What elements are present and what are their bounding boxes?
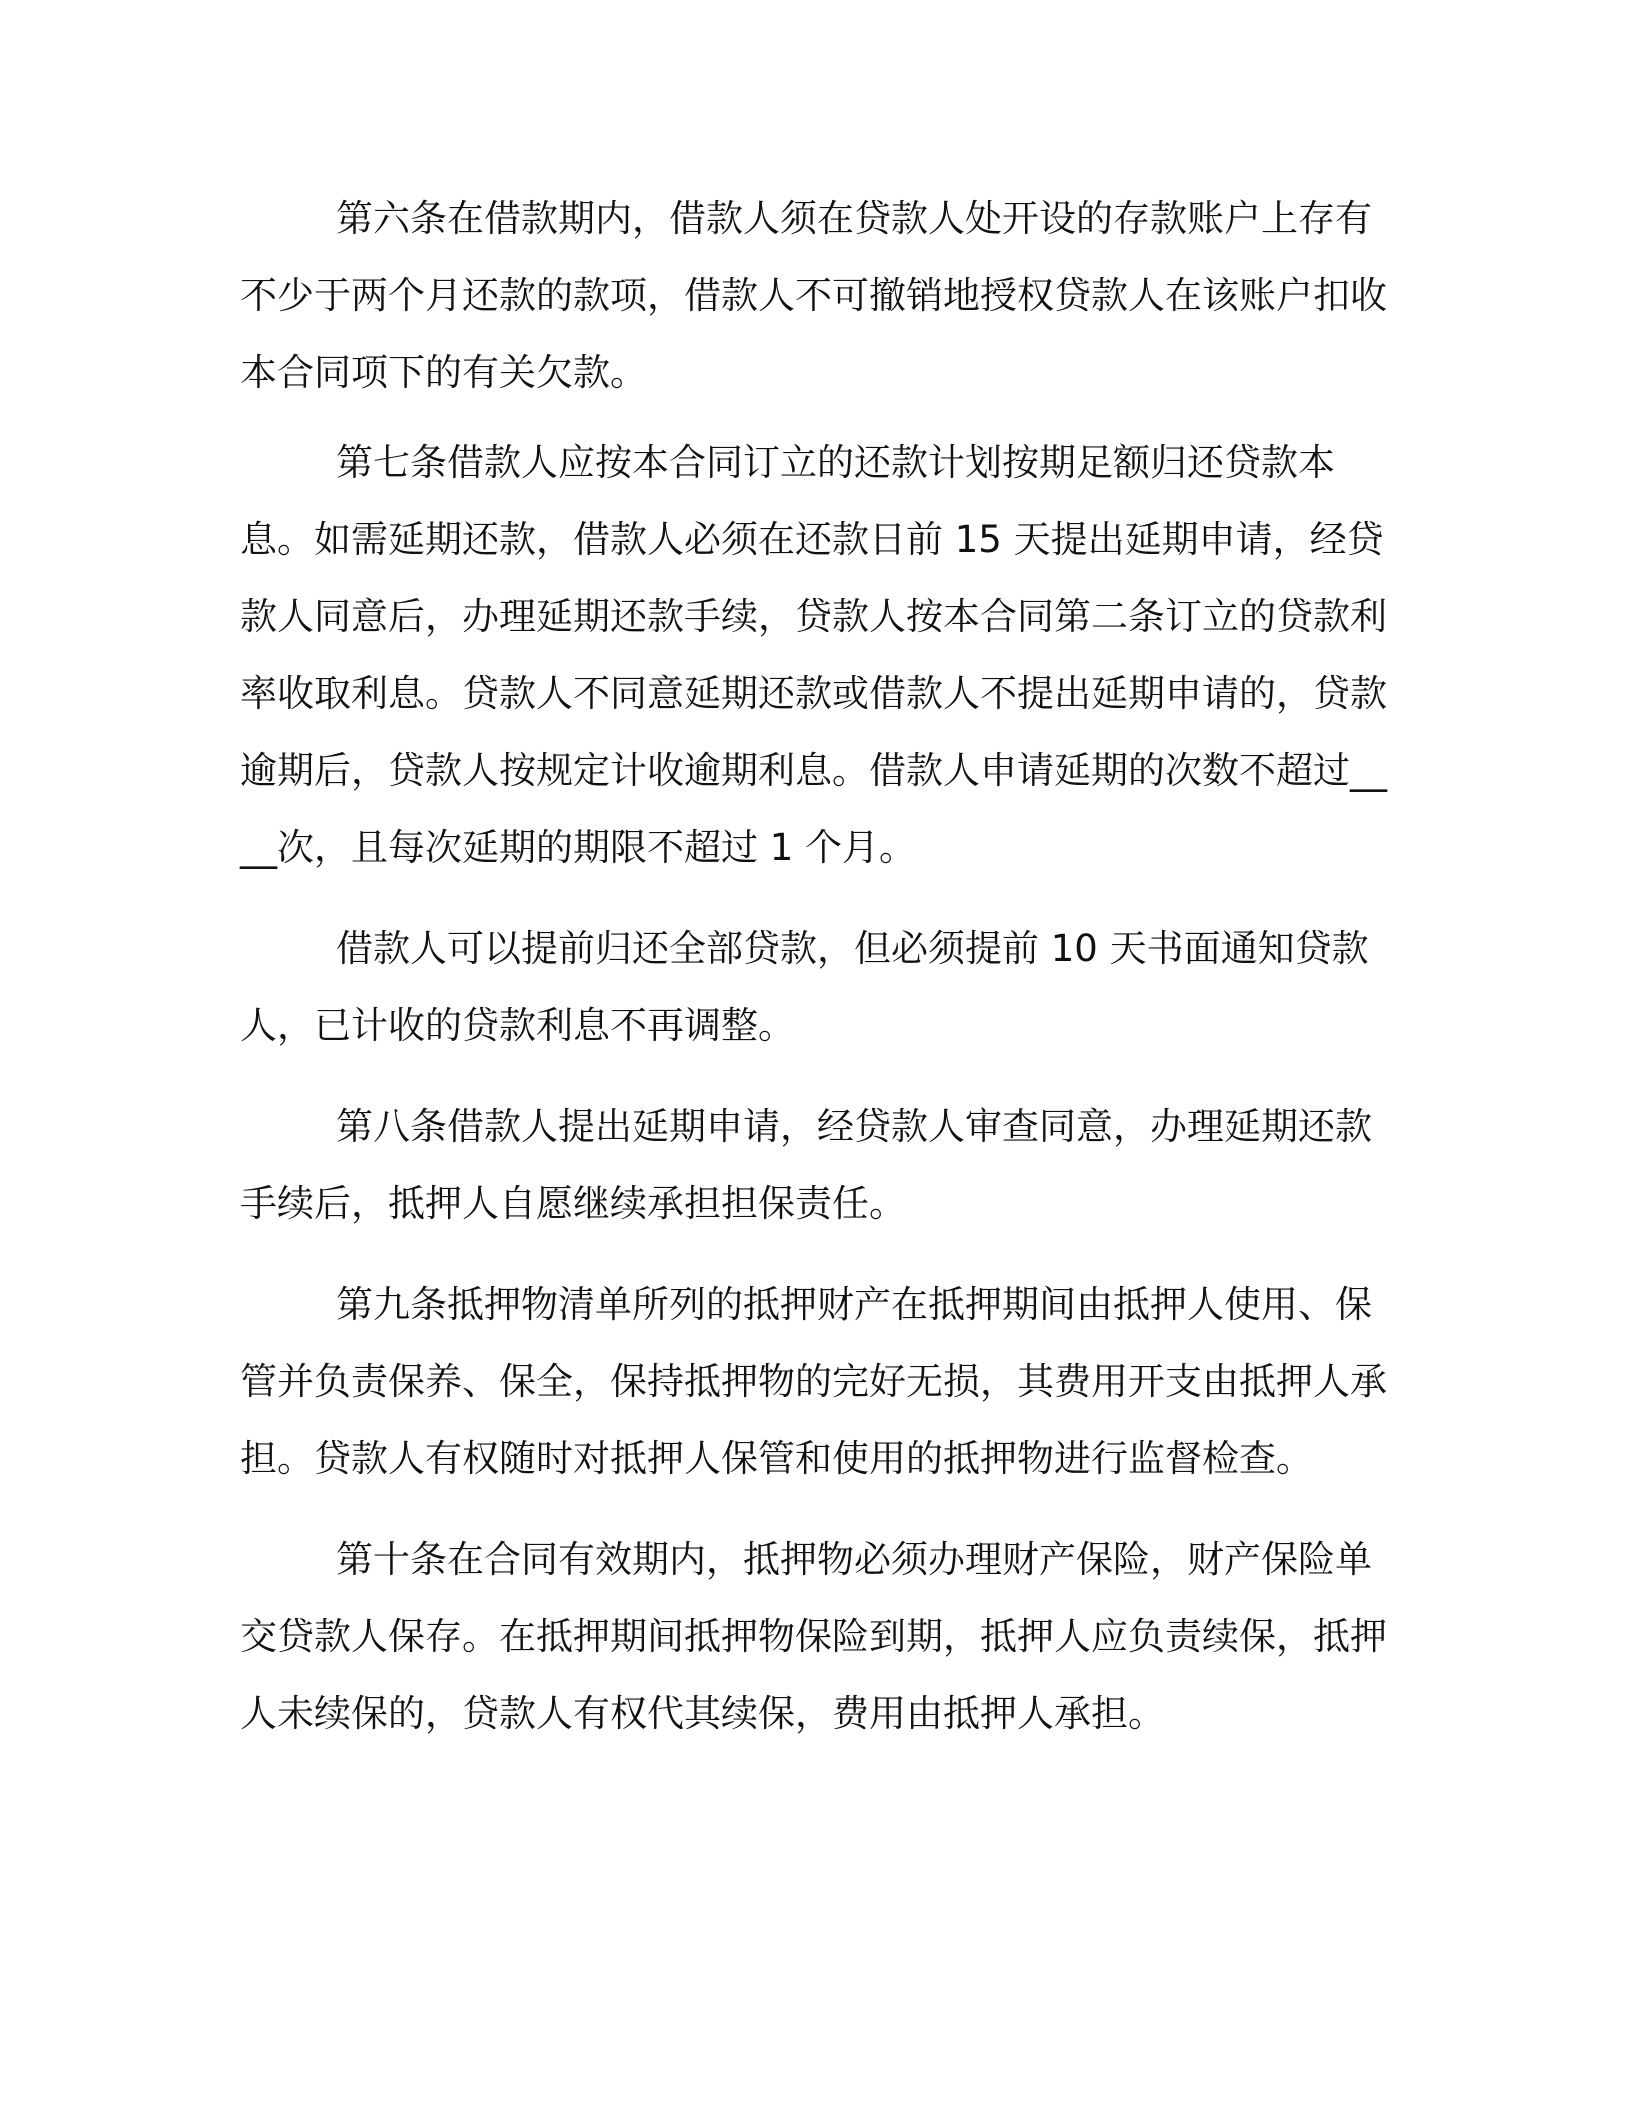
paragraph-spacer	[240, 886, 1392, 910]
paragraph-article-9: 第九条抵押物清单所列的抵押财产在抵押期间由抵押人使用、保管并负责保养、保全，保持抵押物的完好无损，其费用开支由抵押人承担。贷款人有权随时对抵押人保管和使用的抵押物进行监督检查。	[240, 1283, 1387, 1480]
document-body	[240, 180, 1392, 1752]
paragraph-article-7: 第七条借款人应按本合同订立的还款计划按期足额归还贷款本息。如需延期还款，借款人必须在还款日前 15 天提出延期申请，经贷款人同意后，办理延期还款手续，贷款人按本合同第二条订立的贷款利率收取利息。贷款人不同意延期还款或借款人不提出延期申请的，贷款逾期后，贷款人按规定计收逾期利息。借款人申请延期的次数不超过____次，且每次延期的期限不超过 1 个月。	[240, 441, 1387, 869]
paragraph-spacer	[240, 411, 1392, 424]
paragraph-spacer	[240, 1064, 1392, 1088]
paragraph-article-8: 第八条借款人提出延期申请，经贷款人审查同意，办理延期还款手续后，抵押人自愿继续承担担保责任。	[240, 1105, 1372, 1225]
paragraph-spacer	[240, 1497, 1392, 1521]
paragraph-early-repayment: 借款人可以提前归还全部贷款，但必须提前 10 天书面通知贷款人，已计收的贷款利息不再调整。	[240, 927, 1369, 1047]
paragraph-article-10: 第十条在合同有效期内，抵押物必须办理财产保险，财产保险单交贷款人保存。在抵押期间抵押物保险到期，抵押人应负责续保，抵押人未续保的，贷款人有权代其续保，费用由抵押人承担。	[240, 1538, 1387, 1735]
paragraph-article-6: 第六条在借款期内，借款人须在贷款人处开设的存款账户上存有不少于两个月还款的款项，借款人不可撤销地授权贷款人在该账户扣收本合同项下的有关欠款。	[240, 197, 1387, 394]
paragraph-spacer	[240, 1242, 1392, 1266]
